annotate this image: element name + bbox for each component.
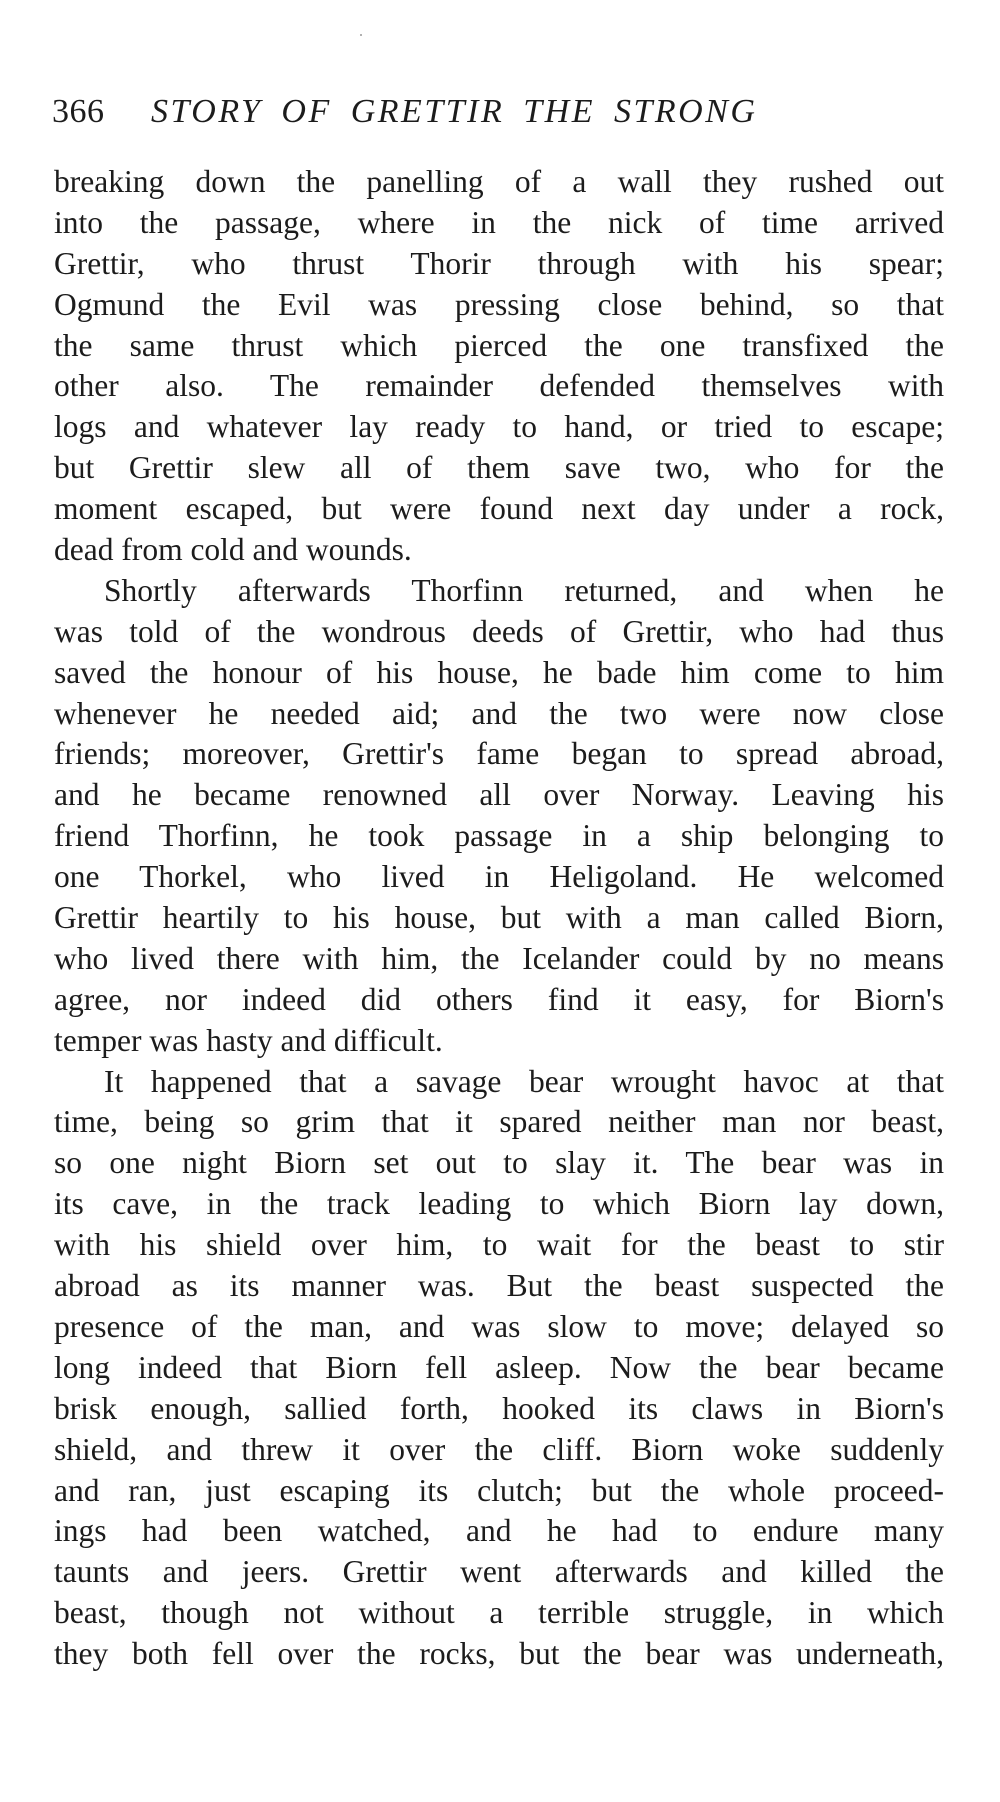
text-line: logs and whatever lay ready to hand, or tried to escape; <box>54 409 944 445</box>
paragraph-2 <box>54 571 944 1062</box>
text-line: with his shield over him, to wait for the beast to stir <box>54 1227 944 1263</box>
text-line: ings had been watched, and he had to endure many <box>54 1513 944 1549</box>
text-line: friend Thorfinn, he took passage in a ship belonging to <box>54 818 944 854</box>
text-line: whenever he needed aid; and the two were now close <box>54 695 944 731</box>
text-line: saved the honour of his house, he bade him come to him <box>54 654 944 690</box>
page-number: 366 <box>52 93 105 130</box>
text-line: one Thorkel, who lived in Heligoland. He welcomed <box>54 859 944 895</box>
text-line: temper was hasty and difficult. <box>54 1022 443 1058</box>
paragraph-1 <box>54 162 944 571</box>
paragraph-3 <box>54 1062 944 1675</box>
body-text <box>54 162 944 1675</box>
text-line: its cave, in the track leading to which Biorn lay down, <box>54 1186 944 1222</box>
text-line: the same thrust which pierced the one transfixed the <box>54 327 944 363</box>
print-speck <box>360 34 362 36</box>
text-line: but Grettir slew all of them save two, who for the <box>54 450 944 486</box>
text-line: beast, though not without a terrible struggle, in which <box>54 1595 944 1631</box>
text-line: brisk enough, sallied forth, hooked its claws in Biorn's <box>54 1390 944 1426</box>
text-line: It happened that a savage bear wrought havoc at that <box>104 1063 944 1099</box>
text-line: and ran, just escaping its clutch; but the whole proceed- <box>54 1472 944 1508</box>
running-title: STORY OF GRETTIR THE STRONG <box>151 93 758 130</box>
text-line: and he became renowned all over Norway. Leaving his <box>54 777 944 813</box>
text-line: presence of the man, and was slow to move; delayed so <box>54 1308 944 1344</box>
text-line: shield, and threw it over the cliff. Biorn woke suddenly <box>54 1431 944 1467</box>
text-line: time, being so grim that it spared neither man nor beast, <box>54 1104 944 1140</box>
text-line: so one night Biorn set out to slay it. The bear was in <box>54 1145 944 1181</box>
text-line: Shortly afterwards Thorfinn returned, and when he <box>104 572 944 608</box>
text-line: breaking down the panelling of a wall they rushed out <box>54 164 944 199</box>
text-line: who lived there with him, the Icelander could by no means <box>54 940 944 976</box>
running-head <box>52 86 952 138</box>
text-line: taunts and jeers. Grettir went afterwards and killed the <box>54 1554 944 1590</box>
text-line: dead from cold and wounds. <box>54 532 412 568</box>
text-line: friends; moreover, Grettir's fame began to spread abroad, <box>54 736 944 772</box>
text-line: long indeed that Biorn fell asleep. Now the bear became <box>54 1349 944 1385</box>
text-line: Grettir, who thrust Thorir through with his spear; <box>54 245 944 281</box>
text-line: abroad as its manner was. But the beast suspected the <box>54 1268 944 1304</box>
text-line: Grettir heartily to his house, but with a man called Biorn, <box>54 900 944 936</box>
text-line: was told of the wondrous deeds of Grettir, who had thus <box>54 613 944 649</box>
text-line: into the passage, where in the nick of time arrived <box>54 204 944 240</box>
text-line: Ogmund the Evil was pressing close behind, so that <box>54 286 944 322</box>
text-line: they both fell over the rocks, but the bear was underneath, <box>54 1636 944 1672</box>
text-line: agree, nor indeed did others find it easy, for Biorn's <box>54 981 944 1017</box>
text-line: moment escaped, but were found next day under a rock, <box>54 491 944 527</box>
text-line: other also. The remainder defended themselves with <box>54 368 944 404</box>
